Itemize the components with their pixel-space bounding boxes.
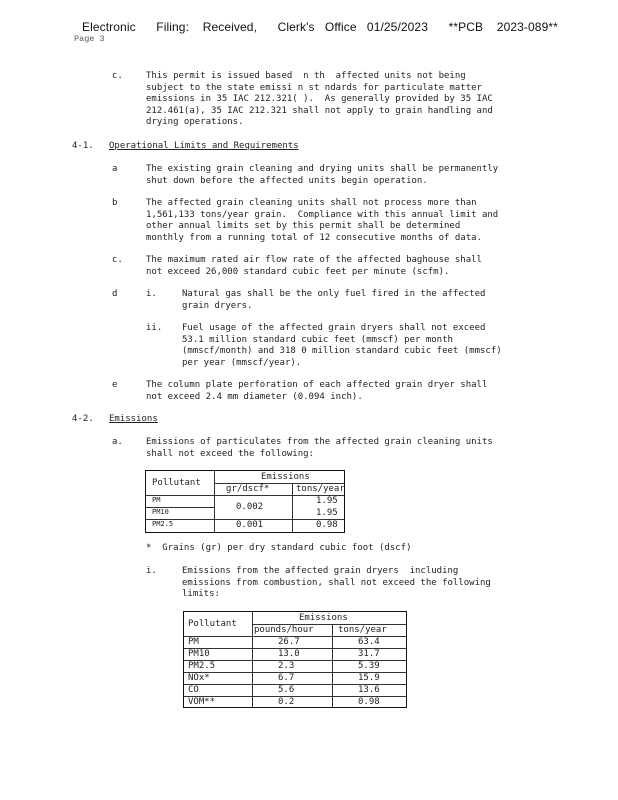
- table-row-pollutant: CO: [188, 685, 199, 695]
- item-d-i-text: [182, 289, 485, 312]
- table-cell-tons: 1.95: [316, 508, 338, 518]
- table-cell-lbs: 0.2: [278, 697, 295, 707]
- text-line: The maximum rated air flow rate of the affected baghouse shall: [146, 255, 482, 265]
- text-line: The column plate perforation of each affected grain dryer shall: [146, 380, 488, 390]
- table-row-pollutant: PM10: [152, 508, 169, 516]
- text-line: Fuel usage of the affected grain dryers shall not exceed: [182, 323, 486, 333]
- table-cell-tons: 1.95: [316, 496, 338, 506]
- text-line: Emissions of particulates from the affected grain cleaning units: [146, 437, 493, 447]
- col-tons-year: tons/year: [296, 484, 345, 494]
- table-cell-lbs: 2.3: [278, 661, 295, 671]
- footnote-grains: * Grains (gr) per dry standard cubic foot (dscf): [146, 543, 412, 553]
- item-c-label: c.: [112, 71, 123, 81]
- text-line: The existing grain cleaning and drying units shall be permanently: [146, 164, 499, 174]
- item-e-label: e: [112, 380, 118, 390]
- text-line: not exceed 2.4 mm diameter (0.094 inch).: [146, 391, 363, 402]
- item-4-2-a-label: a.: [112, 437, 123, 447]
- item-d-i-label: i.: [146, 289, 157, 299]
- section-4-2-number: 4-2.: [72, 414, 94, 424]
- table-cell-tons: 5.39: [358, 661, 380, 671]
- table-cell-tons: 31.7: [358, 649, 380, 659]
- text-line: grain dryers.: [182, 300, 253, 311]
- merged-gr-value: 0.002: [236, 502, 264, 512]
- text-line: subject to the state emissi n st ndards for particulate matter: [146, 82, 482, 93]
- filing-header: Electronic Filing: Received, Clerk's Office 01/25/2023 **PCB 2023-089**: [82, 20, 558, 34]
- table-cell-tons: 63.4: [358, 637, 380, 647]
- emissions-table-dryers: [183, 611, 407, 708]
- text-line: (mmscf/month) and 318 0 million standard cubic feet (mmscf): [182, 346, 502, 356]
- item-b-text: [146, 198, 498, 244]
- col-pollutant: Pollutant: [188, 619, 237, 629]
- table-cell-tons: 0.98: [358, 697, 380, 707]
- text-line: The affected grain cleaning units shall not process more than: [146, 198, 477, 208]
- col-emissions: Emissions: [299, 613, 348, 623]
- text-line: per year (mmscf/year).: [182, 357, 302, 368]
- col-tons-year: tons/year: [338, 625, 387, 635]
- table-cell-lbs: 26.7: [278, 637, 300, 647]
- item-c2-label: c.: [112, 255, 123, 265]
- item-d-ii-text: [182, 323, 502, 369]
- text-line: emissions in 35 IAC 212.321( ). As generally provided by 35 IAC: [146, 94, 493, 104]
- table-cell-lbs: 5.6: [278, 685, 295, 695]
- table-row-pollutant: PM: [188, 637, 199, 647]
- table-row-pollutant: VOM**: [188, 697, 216, 707]
- table-cell-tons: 13.6: [358, 685, 380, 695]
- item-c2-text: [146, 255, 482, 278]
- table-cell-lbs: 6.7: [278, 673, 295, 683]
- table-row-pollutant: PM: [152, 496, 161, 504]
- table-cell-tons: 15.9: [358, 673, 380, 683]
- table-cell-gr: 0.001: [236, 520, 264, 530]
- emissions-table-cleaning: [145, 470, 345, 533]
- page-number: Page 3: [74, 34, 105, 44]
- item-4-2-i-label: i.: [146, 566, 157, 576]
- item-e-text: [146, 380, 487, 403]
- section-4-1-title: Operational Limits and Requirements: [109, 141, 299, 151]
- text-line: This permit is issued based n th affected units not being: [146, 71, 466, 81]
- table-row-pollutant: PM10: [188, 649, 210, 659]
- text-line: 212.461(a), 35 IAC 212.321 shall not apply to grain handling and: [146, 105, 493, 116]
- text-line: Natural gas shall be the only fuel fired in the affected: [182, 289, 486, 299]
- section-4-2-title: Emissions: [109, 414, 158, 424]
- table-row-pollutant: NOx*: [188, 673, 210, 683]
- text-line: shall not exceed the following:: [146, 448, 314, 459]
- table-cell-tons: 0.98: [316, 520, 338, 530]
- text-line: Emissions from the affected grain dryers including: [182, 566, 459, 576]
- table-row-pollutant: PM2.5: [188, 661, 216, 671]
- text-line: limits:: [182, 589, 220, 599]
- section-4-1-number: 4-1.: [72, 141, 94, 151]
- text-line: drying operations.: [146, 117, 244, 127]
- item-d-label: d: [112, 289, 118, 299]
- table-cell-lbs: 13.0: [278, 649, 300, 659]
- text-line: other annual limits set by this permit shall be determined: [146, 221, 461, 231]
- item-a-text: [146, 164, 498, 187]
- table-row-pollutant: PM2.5: [152, 520, 174, 528]
- item-4-2-i-text: [182, 566, 491, 601]
- text-line: monthly from a running total of 12 consecutive months of data.: [146, 232, 482, 243]
- col-pollutant: Pollutant: [152, 478, 201, 488]
- col-emissions: Emissions: [261, 472, 310, 482]
- item-d-ii-label: ii.: [146, 323, 163, 333]
- text-line: 1,561,133 tons/year grain. Compliance with this annual limit and: [146, 209, 499, 220]
- col-pounds-hour: pounds/hour: [254, 625, 314, 635]
- text-line: shut down before the affected units begin operation.: [146, 175, 428, 186]
- text-line: emissions from combustion, shall not exceed the following: [182, 577, 491, 588]
- item-a-label: a: [112, 164, 118, 174]
- item-c-text: [146, 71, 493, 129]
- text-line: not exceed 26,000 standard cubic feet per minute (scfm).: [146, 266, 450, 277]
- text-line: 53.1 million standard cubic feet (mmscf) per month: [182, 334, 453, 345]
- item-4-2-a-text: [146, 437, 493, 460]
- item-b-label: b: [112, 198, 118, 208]
- col-gr-dscf: gr/dscf*: [226, 484, 270, 494]
